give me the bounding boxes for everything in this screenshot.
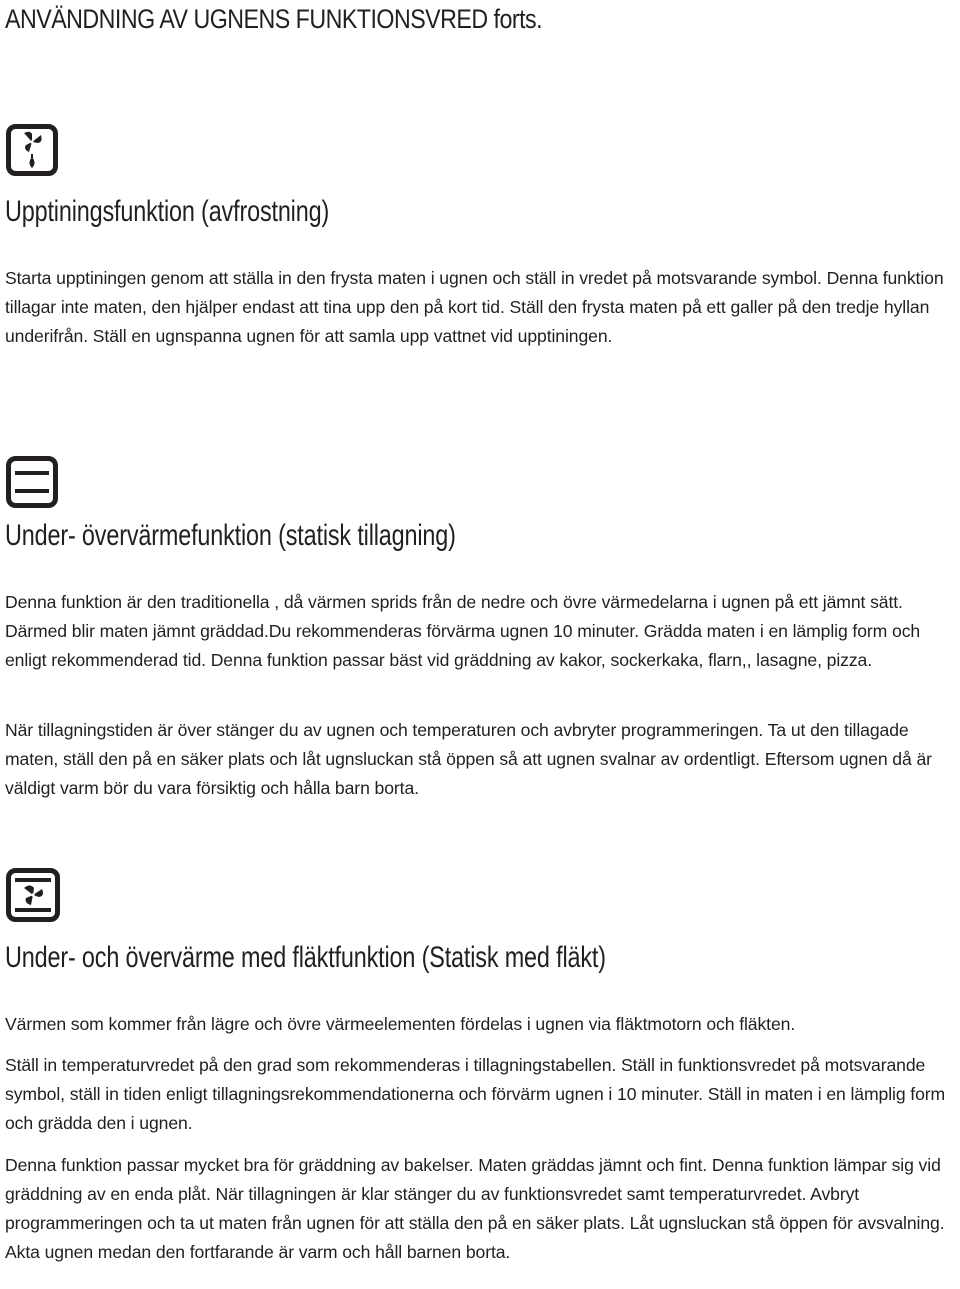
page-title: ANVÄNDNING AV UGNENS FUNKTIONSVRED forts. — [5, 4, 543, 34]
section-paragraph: Värmen som kommer från lägre och övre värmeelementen fördelas i ugnen via fläktmotorn och fläkten. — [5, 1014, 796, 1034]
section-paragraph: Denna funktion är den traditionella , då värmen sprids från de nedre och övre värmedelarna i ugnen på ett jämnt sätt. Därmed blir maten jämnt gräddad.Du rekommenderas förvärma ugnen 10 minuter. Grädda maten i en lämplig form och enligt rekommenderad tid. Denna funktion passar bäst vid gräddning av kakor, sockerkaka, flarn,, lasagne, pizza. — [5, 592, 921, 670]
section-paragraph: Denna funktion passar mycket bra för gräddning av bakelser. Maten gräddas jämnt och fint. Denna funktion lämpar sig vid gräddning av en enda plåt. När tillagningen är klar stänger du av funktionsvredet samt temperaturvredet. Avbryt programmeringen och ta ut maten från ugnen för att ställa den på en säker plats. Låt ugnsluckan stå öppen för avsvalning. Akta ugnen medan den fortfarande är varm och håll barnen borta. — [5, 1155, 945, 1262]
top-bottom-heat-icon — [6, 456, 58, 508]
section-paragraph: Ställ in temperaturvredet på den grad som rekommenderas i tillagningstabellen. Ställ in funktionsvredet på motsvarande symbol, ställ in tiden enligt tillagningsrekommendationerna och förvärm ugnen i 10 minuter. Ställ in maten i en lämplig form och grädda den i ugnen. — [5, 1055, 946, 1133]
section-heading-defrost: Upptiningsfunktion (avfrostning) — [5, 195, 330, 228]
section-heading-static: Under- övervärmefunktion (statisk tillagning) — [5, 519, 456, 552]
section-paragraph: När tillagningstiden är över stänger du av ugnen och temperaturen och avbryter programmeringen. Ta ut den tillagade maten, ställ den på en säker plats och låt ugnsluckan stå öppen så att ugnen svalnar av ordentligt. Eftersom ugnen då är väldigt varm bör du vara försiktig och hålla barn borta. — [5, 720, 932, 798]
section-heading-static-fan: Under- och övervärme med fläktfunktion (Statisk med fläkt) — [5, 941, 606, 974]
defrost-fan-drop-icon — [6, 124, 58, 176]
top-bottom-heat-fan-icon — [6, 868, 60, 922]
section-paragraph: Starta upptiningen genom att ställa in den frysta maten i ugnen och ställ in vredet på motsvarande symbol. Denna funktion tillagar inte maten, den hjälper endast att tina upp den på kort tid. Ställ den frysta maten på ett galler på den tredje hyllan underifrån. Ställ en ugnspanna ugnen för att samla upp vattnet vid upptiningen. — [5, 268, 944, 346]
